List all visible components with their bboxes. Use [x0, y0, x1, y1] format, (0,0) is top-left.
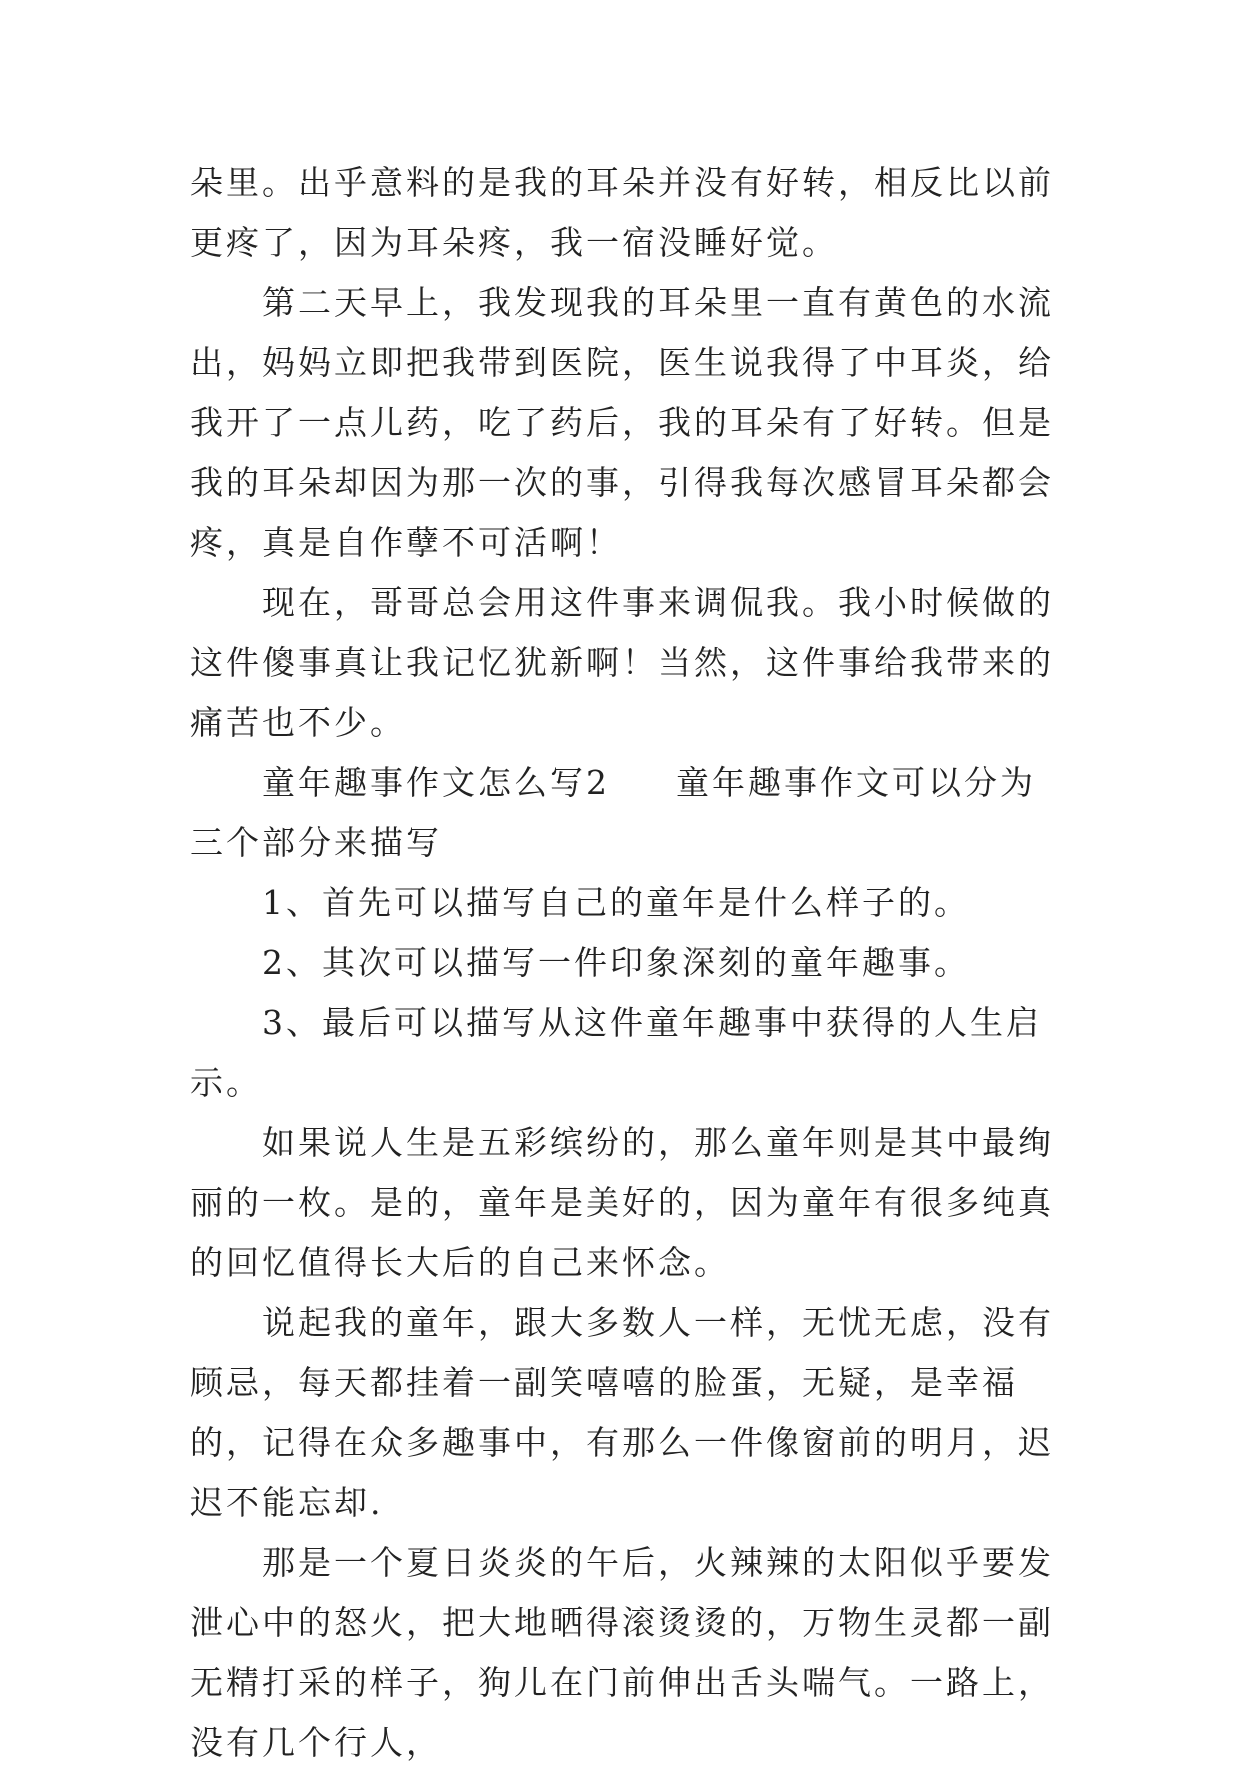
paragraph: 现在，哥哥总会用这件事来调侃我。我小时候做的这件傻事真让我记忆犹新啊！当然，这件事给我带来的痛苦也不少。 [190, 583, 1054, 742]
section-heading-paragraph [190, 753, 1070, 873]
paragraph: 说起我的童年，跟大多数人一样，无忧无虑，没有顾忌，每天都挂着一副笑嘻嘻的脸蛋，无疑，是幸福的，记得在众多趣事中，有那么一件像窗前的明月，迟迟不能忘却. [190, 1303, 1054, 1522]
document-body [190, 153, 1070, 1773]
list-item: 2、其次可以描写一件印象深刻的童年趣事。 [262, 943, 970, 982]
paragraph: 第二天早上，我发现我的耳朵里一直有黄色的水流出，妈妈立即把我带到医院，医生说我得了中耳炎，给我开了一点儿药，吃了药后，我的耳朵有了好转。但是我的耳朵却因为那一次的事，引得我每次感冒耳朵都会疼，真是自作孽不可活啊！ [190, 283, 1054, 562]
list-item: 1、首先可以描写自己的童年是什么样子的。 [262, 883, 970, 922]
paragraph: 那是一个夏日炎炎的午后，火辣辣的太阳似乎要发泄心中的怒火，把大地晒得滚烫烫的，万物生灵都一副无精打采的样子，狗儿在门前伸出舌头喘气。一路上，没有几个行人， [190, 1543, 1054, 1762]
paragraph: 如果说人生是五彩缤纷的，那么童年则是其中最绚丽的一枚。是的，童年是美好的，因为童年有很多纯真的回忆值得长大后的自己来怀念。 [190, 1123, 1054, 1282]
list-item: 3、最后可以描写从这件童年趣事中获得的人生启示。 [190, 1003, 1042, 1102]
paragraph: 朵里。出乎意料的是我的耳朵并没有好转，相反比以前更疼了，因为耳朵疼，我一宿没睡好觉。 [190, 163, 1054, 262]
section-intro: 童年趣事作文可以分为三个部分来描写 [190, 763, 1036, 862]
section-title: 童年趣事作文怎么写2 [262, 763, 610, 802]
